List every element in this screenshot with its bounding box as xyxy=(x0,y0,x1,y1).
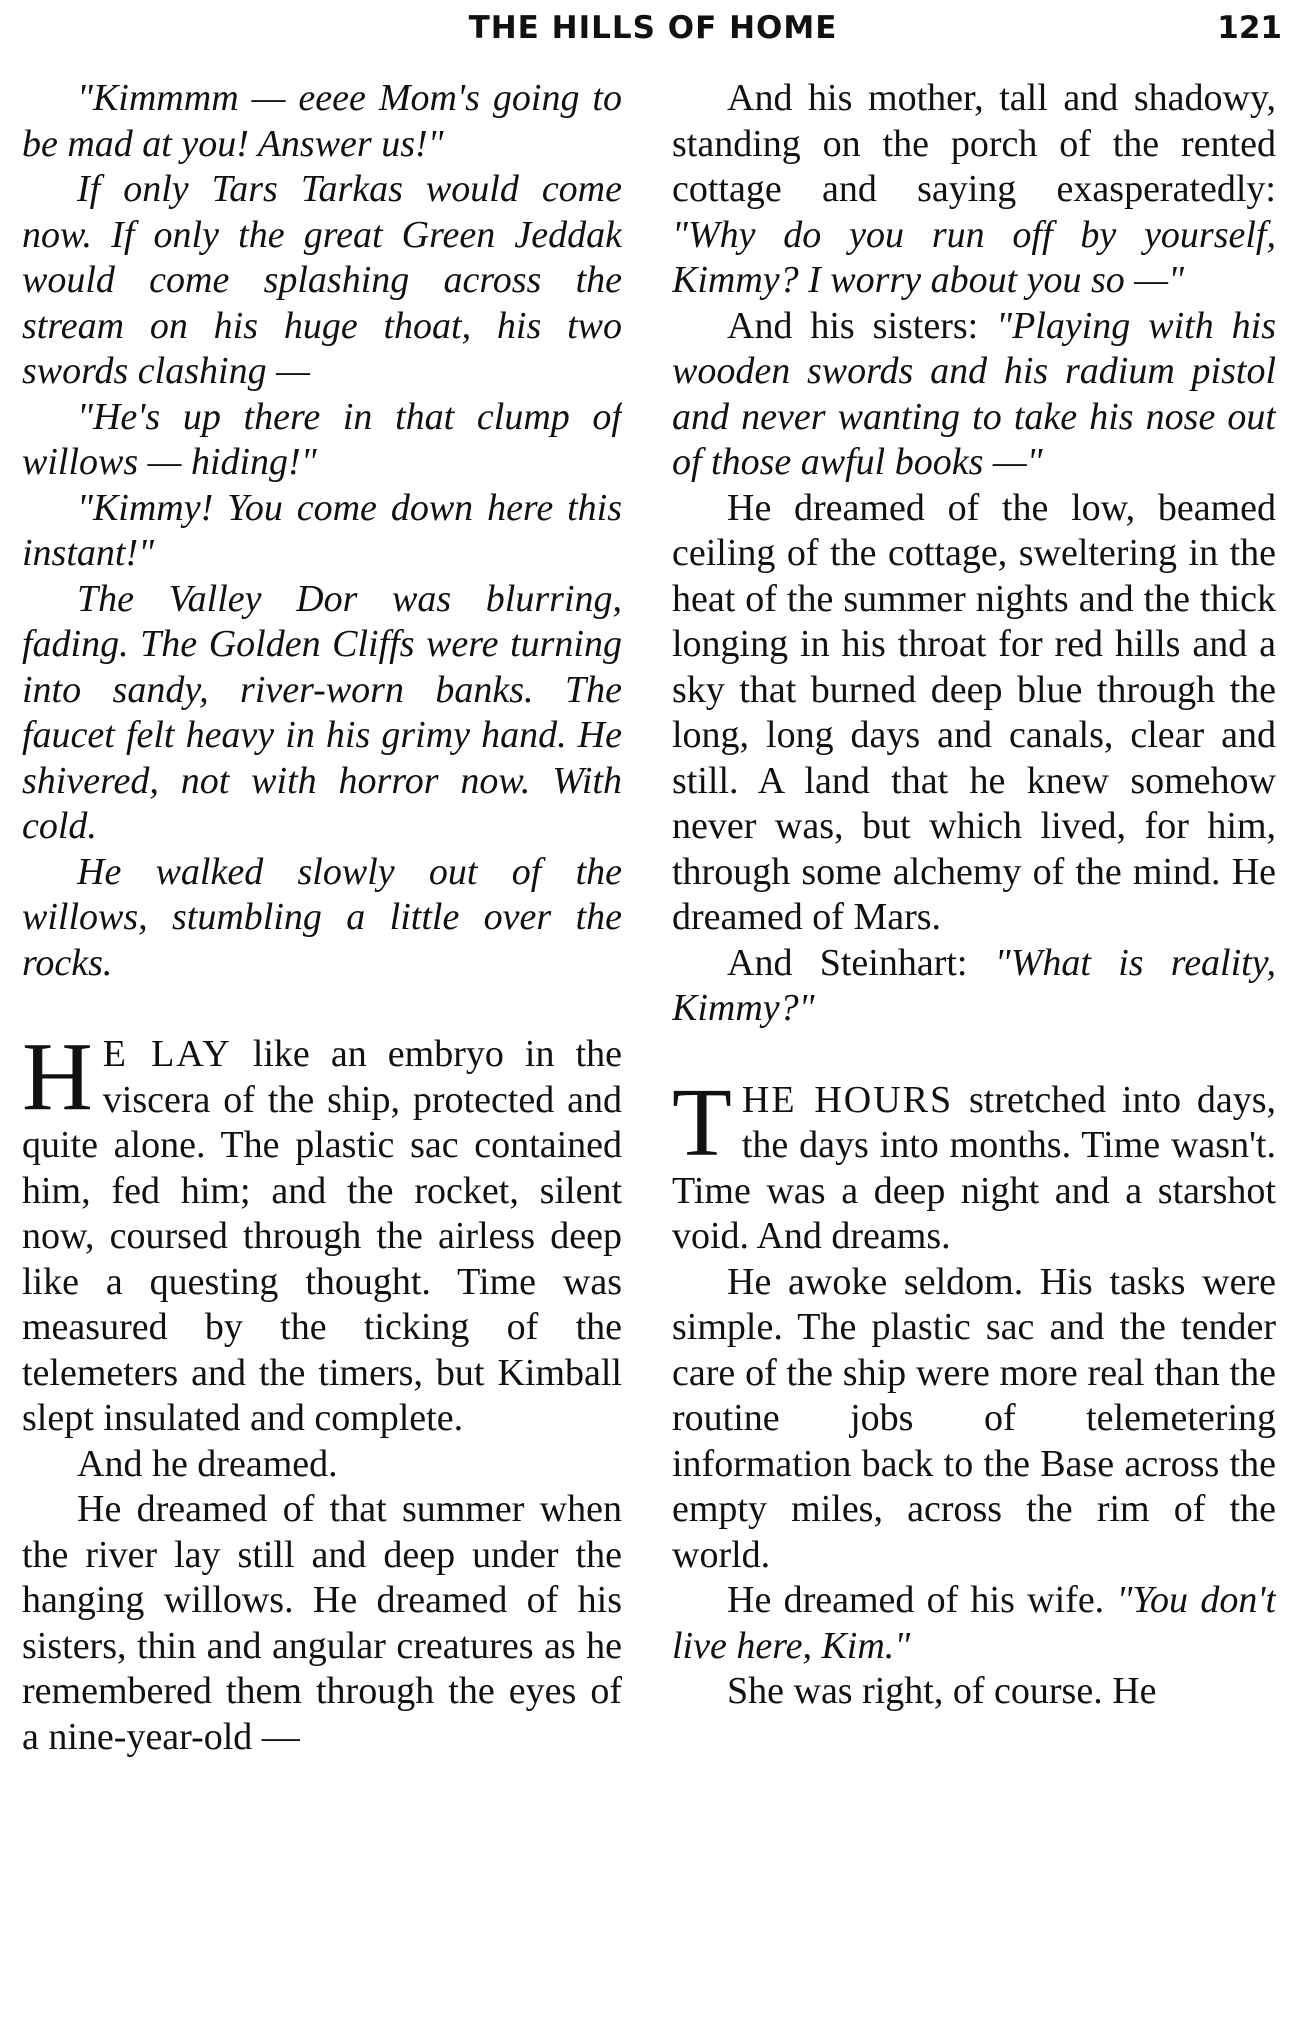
paragraph xyxy=(672,304,1276,486)
small-caps-lead: HE HOURS xyxy=(741,1078,954,1121)
paragraph-text: And his mother, tall and shadowy, standing on the porch of the rented cottage and saying exasperatedly: xyxy=(672,77,1276,210)
paragraph: He awoke seldom. His tasks were simple. The plastic sac and the tender care of the ship were more real than the routine jobs of telemetering information back to the Base across the empty miles, across the rim of the world. xyxy=(672,1260,1276,1576)
paragraph: And he dreamed. xyxy=(77,1442,338,1485)
paragraph: He dreamed of that summer when the river lay still and deep under the hanging willows. He dreamed of his sisters, thin and angular creatures as he remembered them through the eyes of a nine-year-old — xyxy=(22,1488,622,1758)
quoted-speech: "You don't live here, Kim." xyxy=(672,1579,1276,1667)
paragraph: He walked slowly out of the willows, stumbling a little over the rocks. xyxy=(22,850,622,984)
quoted-speech: "What is reality, Kimmy?" xyxy=(672,941,1276,1029)
paragraph-text: And his sisters: xyxy=(727,304,997,347)
paragraph: "He's up there in that clump of willows — hiding!" xyxy=(22,395,622,483)
paragraph: The Valley Dor was blurring, fading. The Golden Cliffs were turning into sandy, river-worn banks. The faucet felt heavy in his grimy hand. He shivered, not with horror now. With cold. xyxy=(22,577,622,847)
section-opening-paragraph xyxy=(22,1023,622,1442)
paragraph: "Kimmy! You come down here this instant!" xyxy=(22,486,622,574)
paragraph: He dreamed of the low, beamed ceiling of the cottage, sweltering in the heat of the summer nights and the thick longing in his throat for red hills and a sky that burned deep blue through the long, long days and canals, clear and still. A land that he knew somehow never was, but which lived, for him, through some alchemy of the mind. He dreamed of Mars. xyxy=(672,486,1276,938)
running-title: THE HILLS OF HOME xyxy=(468,10,838,46)
quoted-speech: "Why do you run off by yourself, Kimmy? I worry about you so —" xyxy=(672,213,1276,301)
paragraph: If only Tars Tarkas would come now. If only the great Green Jeddak would come splashing across the stream on his huge thoat, his two swords clashing — xyxy=(22,168,622,392)
paragraph-text: like an embryo in the viscera of the ship, protected and quite alone. The plastic sac contained him, fed him; and the rocket, silent now, coursed through the airless deep like a questing thought. Time was measured by the ticking of the telemeters and the timers, but Kimball slept insulated and complete. xyxy=(22,1033,622,1439)
paragraph: She was right, of course. He xyxy=(727,1670,1157,1712)
section-break xyxy=(22,986,622,1032)
running-header xyxy=(0,10,1306,60)
drop-cap: H xyxy=(22,1023,93,1131)
paragraph xyxy=(672,1578,1276,1669)
paragraph-text: And Steinhart: xyxy=(727,941,995,984)
section-break xyxy=(672,1032,1276,1078)
page-number: 121 xyxy=(1217,10,1282,46)
section-opening-paragraph xyxy=(672,1068,1276,1260)
quoted-speech: "Playing with his wooden swords and his radium pistol and never wanting to take his nose out of those awful books —" xyxy=(672,304,1276,483)
paragraph xyxy=(672,76,1276,304)
left-column xyxy=(22,76,622,2016)
paragraph xyxy=(672,941,1276,1032)
right-column xyxy=(672,76,1276,2016)
paragraph: "Kimmmm — eeee Mom's going to be mad at you! Answer us!" xyxy=(22,77,622,165)
paragraph-text: He dreamed of his wife. xyxy=(727,1579,1117,1621)
drop-cap: T xyxy=(672,1068,732,1177)
small-caps-lead: E LAY xyxy=(102,1033,232,1075)
paragraph-text: stretched into days, the days into months. Time wasn't. Time was a deep night and a starshot void. And dreams. xyxy=(672,1078,1276,1257)
